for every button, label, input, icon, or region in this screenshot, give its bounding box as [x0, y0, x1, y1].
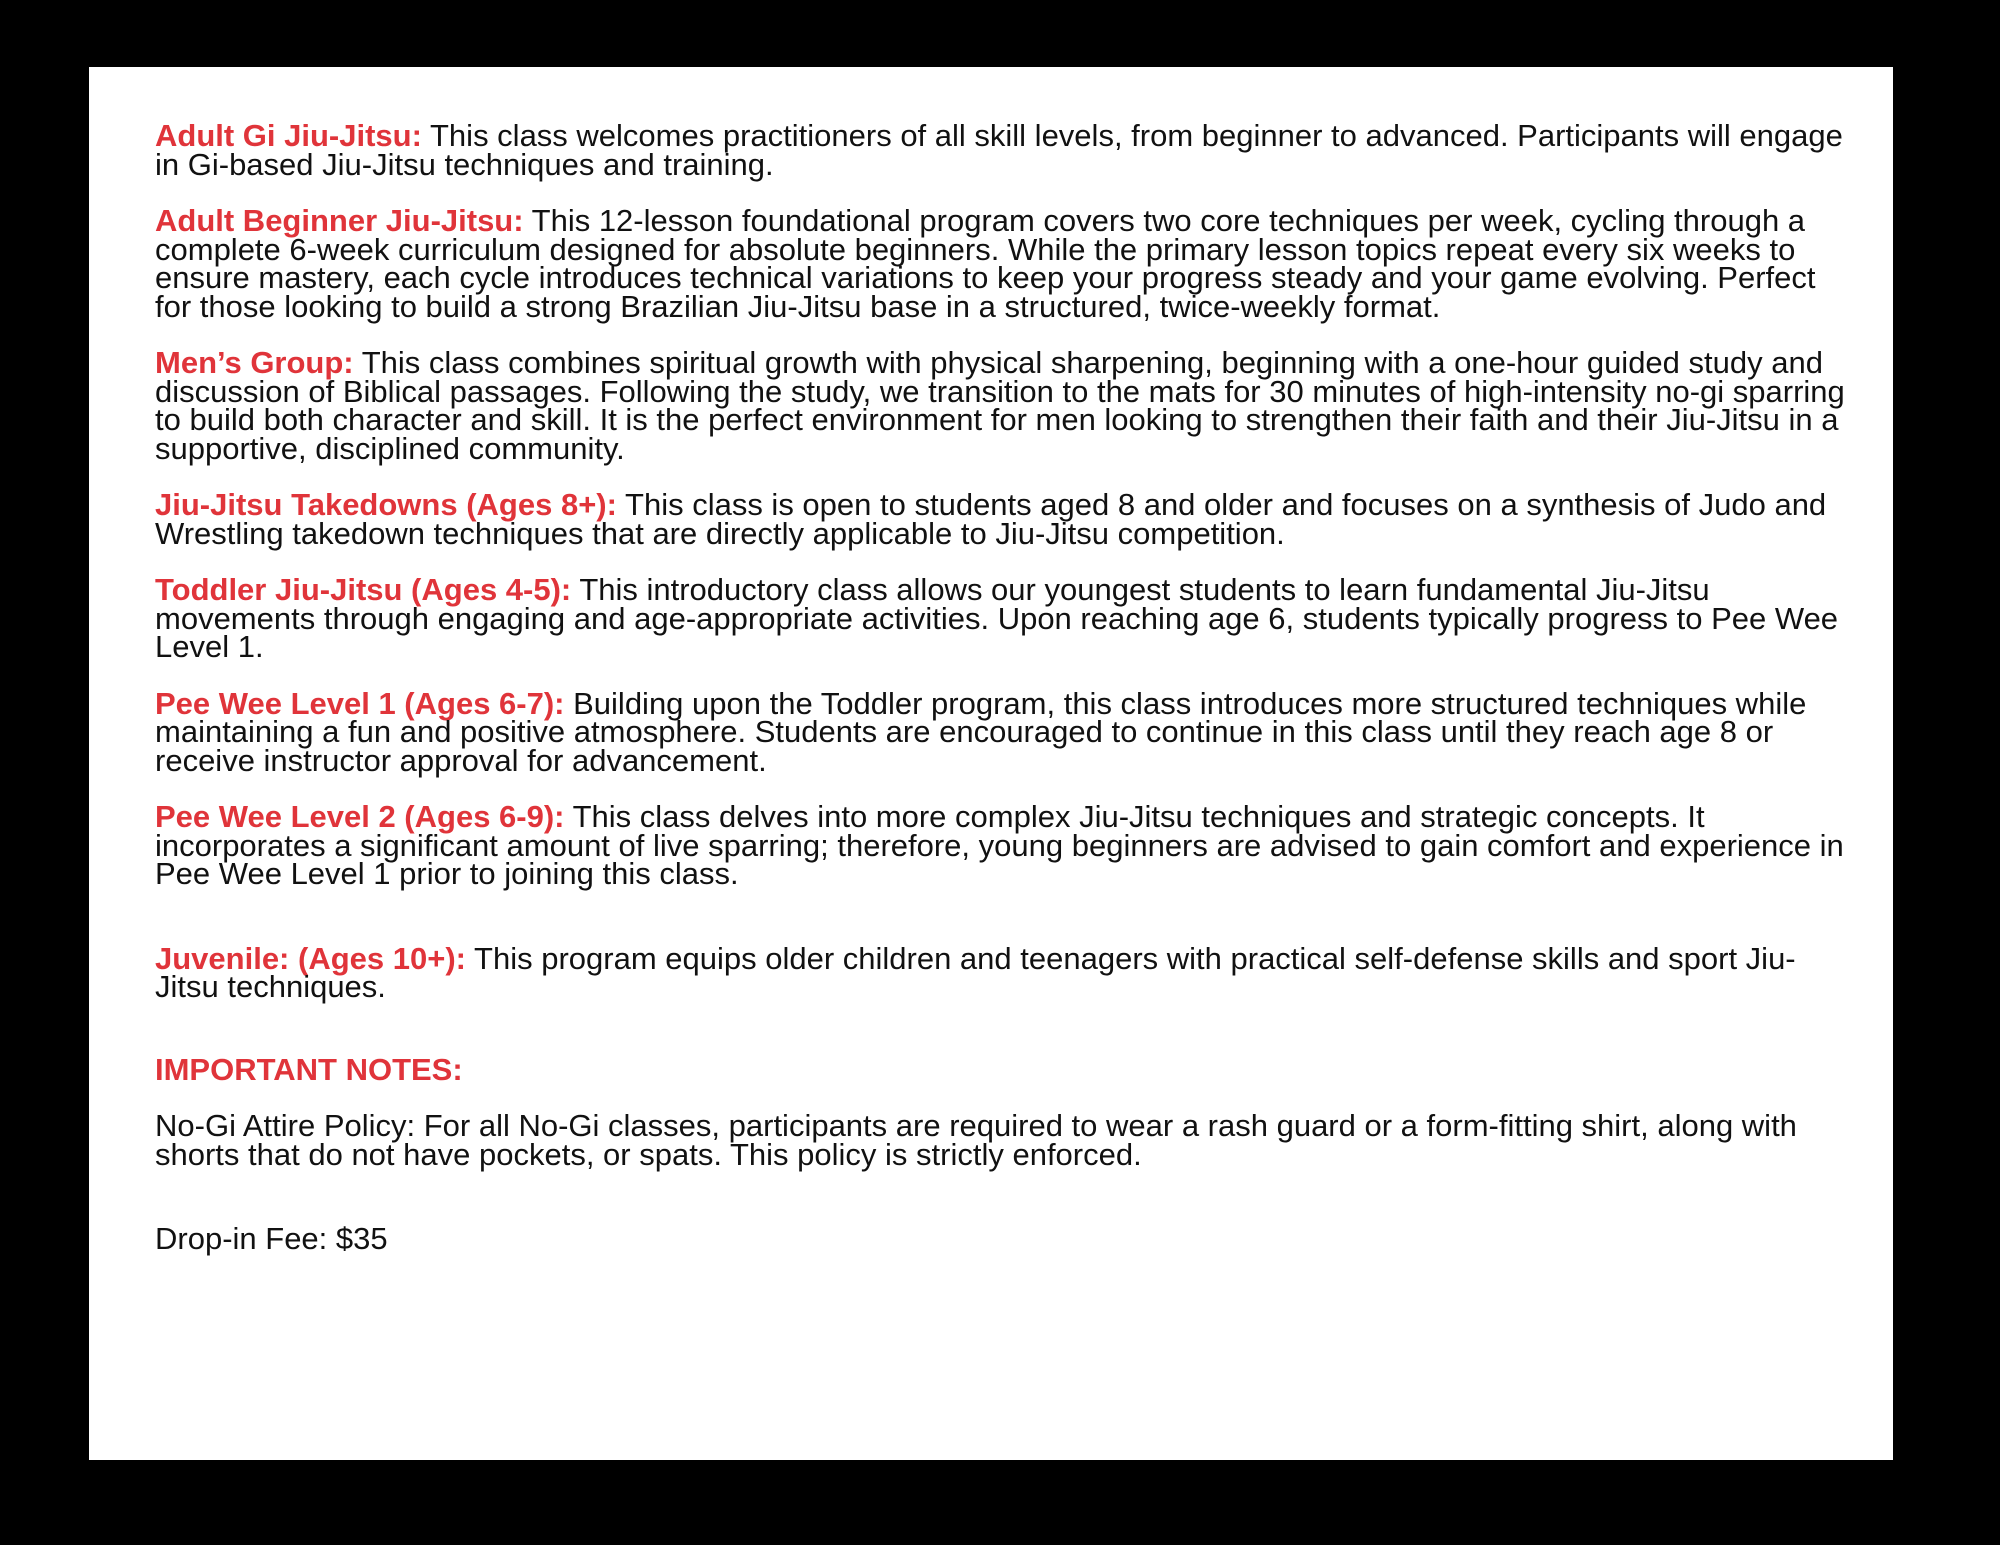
class-entry-mens-group — [155, 345, 1845, 466]
class-description: This class is open to students aged 8 and older and focuses on a synthesis of Judo and Wrestling takedown techniques that are directly applicable to Jiu-Jitsu competition. — [155, 487, 1827, 551]
class-title: Juvenile: (Ages 10+): — [155, 940, 466, 976]
class-title: Adult Beginner Jiu-Jitsu: — [155, 203, 524, 238]
class-title: Jiu-Jitsu Takedowns (Ages 8+): — [155, 487, 617, 522]
class-description: This class welcomes practitioners of all skill levels, from beginner to advanced. Participants will engage in Gi-based Jiu-Jitsu techniques and training. — [155, 118, 1843, 182]
class-description: Building upon the Toddler program, this class introduces more structured techniques while maintaining a fun and positive atmosphere. Students are encouraged to continue in this class until they reach age 8 or receive instructor approval for advancement. — [155, 685, 1807, 778]
class-entry-takedowns — [155, 487, 1845, 551]
class-title: Adult Gi Jiu-Jitsu: — [155, 118, 422, 153]
important-notes-heading: IMPORTANT NOTES: — [155, 1051, 463, 1087]
class-description: This class combines spiritual growth with physical sharpening, beginning with a one-hour guided study and discussion of Biblical passages. Following the study, we transition to the mats for 30 minutes of high-intensity no-gi sparring to build both character and skill. It is the perfect environment for men looking to strengthen their faith and their Jiu-Jitsu in a supportive, disciplined community. — [155, 345, 1845, 466]
class-entry-adult-gi — [155, 118, 1845, 182]
class-title: Toddler Jiu-Jitsu (Ages 4-5): — [155, 572, 572, 607]
class-entry-pee-wee-1 — [155, 685, 1845, 778]
class-entry-juvenile — [155, 940, 1845, 1004]
class-title: Men’s Group: — [155, 345, 354, 380]
class-description: This introductory class allows our youngest students to learn fundamental Jiu-Jitsu movements through engaging and age-appropriate activities. Upon reaching age 6, students typically progress to Pee Wee Level 1. — [155, 572, 1839, 664]
class-title: Pee Wee Level 2 (Ages 6-9): — [155, 799, 565, 834]
class-entry-toddler — [155, 572, 1845, 664]
attire-policy-note: No-Gi Attire Policy: For all No-Gi classes, participants are required to wear a rash guard or a form-fitting shirt, along with shorts that do not have pockets, or spats. This policy is strictly enforced. — [155, 1108, 1797, 1172]
class-description: This program equips older children and teenagers with practical self-defense skills and sport Jiu-Jitsu techniques. — [155, 940, 1796, 1004]
class-title: Pee Wee Level 1 (Ages 6-7): — [155, 685, 565, 721]
class-entry-pee-wee-2 — [155, 799, 1845, 891]
document-page — [89, 67, 1893, 1460]
document-content — [155, 118, 1845, 1282]
class-description: This class delves into more complex Jiu-Jitsu techniques and strategic concepts. It incorporates a significant amount of live sparring; therefore, young beginners are advised to gain comfort and experience in Pee Wee Level 1 prior to joining this class. — [155, 799, 1844, 891]
class-entry-adult-beginner — [155, 203, 1845, 324]
drop-in-fee-note: Drop-in Fee: $35 — [155, 1221, 388, 1256]
class-description: This 12-lesson foundational program covers two core techniques per week, cycling through a complete 6-week curriculum designed for absolute beginners. While the primary lesson topics repeat every six weeks to ensure mastery, each cycle introduces technical variations to keep your progress steady and your game evolving. Perfect for those looking to build a strong Brazilian Jiu-Jitsu base in a structured, twice-weekly format. — [155, 203, 1816, 324]
